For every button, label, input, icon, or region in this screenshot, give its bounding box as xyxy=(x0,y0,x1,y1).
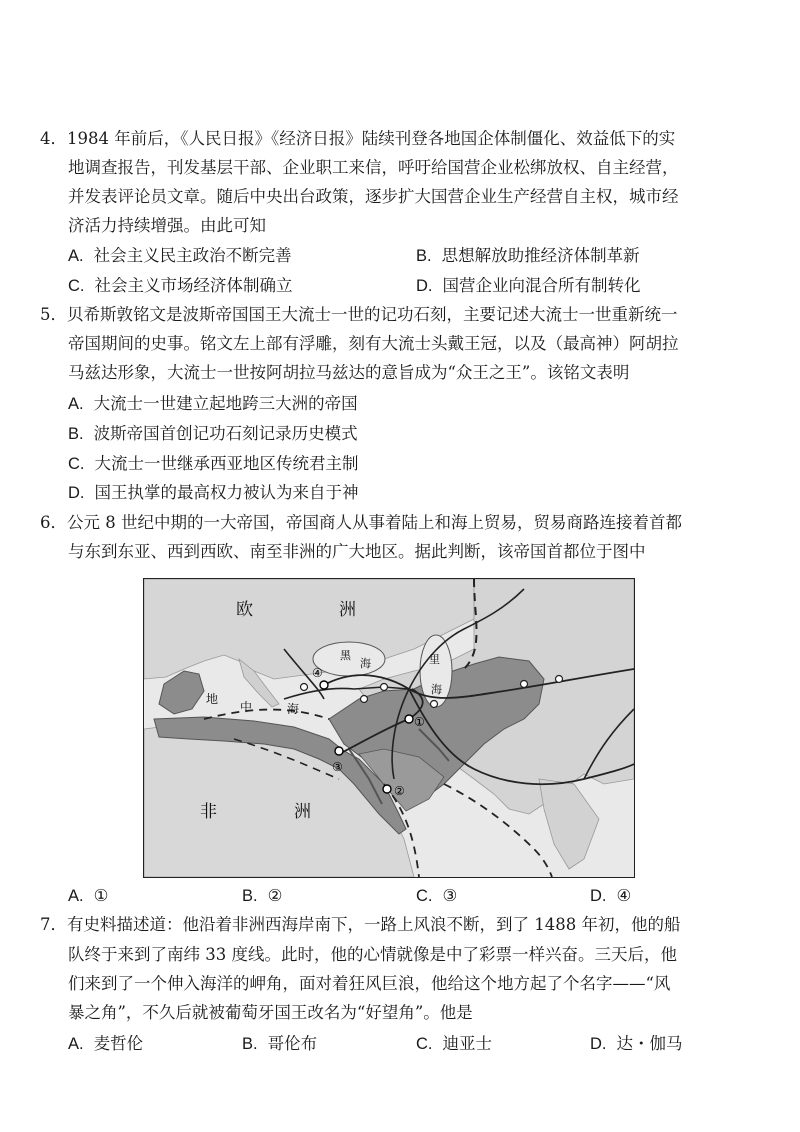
option-text: 迪亚士 xyxy=(442,1034,492,1053)
option-letter: B. xyxy=(242,887,258,905)
option-text: 思想解放助推经济体制革新 xyxy=(441,246,640,265)
label-caspian-1: 里 xyxy=(429,653,440,666)
label-africa-2: 洲 xyxy=(294,802,311,822)
question-7-option-b[interactable] xyxy=(242,1033,317,1055)
question-5-option-d[interactable] xyxy=(68,482,359,504)
question-6-line-2: 与东到东亚、西到西欧、南至非洲的广大地区。据此判断，该帝国首都位于图中 xyxy=(68,542,646,561)
question-6-option-c[interactable] xyxy=(416,885,457,907)
question-4-line-1: 4．1984 年前后，《人民日报》《经济日报》陆续刊登各地国企体制僵化、效益低下的实 xyxy=(40,129,676,148)
question-7-option-d[interactable] xyxy=(590,1033,683,1055)
option-letter: B. xyxy=(242,1035,258,1053)
option-text: 国王执掌的最高权力被认为来自于神 xyxy=(94,483,359,502)
option-letter: A. xyxy=(68,887,84,905)
option-text: ② xyxy=(267,886,283,905)
question-4-line-4: 济活力持续增强。由此可知 xyxy=(68,216,266,235)
route-node xyxy=(521,681,528,688)
question-5-line-3: 马兹达形象，大流士一世按阿胡拉马兹达的意旨成为“众王之王”。该铭文表明 xyxy=(68,363,630,382)
option-letter: D. xyxy=(416,277,433,295)
option-letter: C. xyxy=(416,1035,433,1053)
option-letter: C. xyxy=(416,887,433,905)
question-6-line-1: 6．公元 8 世纪中期的一大帝国，帝国商人从事着陆上和海上贸易，贸易商路连接着首都 xyxy=(40,513,682,532)
option-text: 大流士一世继承西亚地区传统君主制 xyxy=(94,454,359,473)
route-node xyxy=(381,684,388,691)
label-europe-1: 欧 xyxy=(236,600,253,620)
route-node xyxy=(556,676,563,683)
question-4-option-a[interactable] xyxy=(68,245,292,267)
marker-3-point xyxy=(335,747,343,755)
option-letter: B. xyxy=(416,247,432,265)
label-med-2: 中 xyxy=(240,700,253,714)
marker-1-point xyxy=(405,715,413,723)
question-5-line-1: 5．贝希斯敦铭文是波斯帝国国王大流士一世的记功石刻，主要记述大流士一世重新统一 xyxy=(40,305,678,324)
option-text: 大流士一世建立起地跨三大洲的帝国 xyxy=(93,394,358,413)
question-7-line-4: 暴之角”，不久后就被葡萄牙国王改名为“好望角”。他是 xyxy=(68,1003,473,1022)
label-med-3: 海 xyxy=(287,702,300,716)
label-black-2: 海 xyxy=(360,657,371,670)
option-letter: C. xyxy=(68,277,85,295)
marker-4-label: ④ xyxy=(312,666,323,680)
option-text: 波斯帝国首创记功石刻记录历史模式 xyxy=(93,424,358,443)
option-letter: A. xyxy=(68,247,84,265)
route-node xyxy=(431,701,438,708)
trade-route-map xyxy=(143,578,635,878)
label-black-1: 黑 xyxy=(340,649,351,662)
map-svg xyxy=(144,579,634,877)
option-text: 社会主义市场经济体制确立 xyxy=(94,276,293,295)
option-letter: D. xyxy=(68,484,85,502)
option-text: ④ xyxy=(616,886,632,905)
option-letter: A. xyxy=(68,395,84,413)
question-4-option-b[interactable] xyxy=(416,245,640,267)
option-letter: B. xyxy=(68,425,84,443)
option-text: ① xyxy=(93,886,109,905)
marker-2-point xyxy=(383,785,391,793)
question-5-line-2: 帝国期间的史事。铭文左上部有浮雕，刻有大流士头戴王冠，以及（最高神）阿胡拉 xyxy=(68,334,679,353)
option-letter: D. xyxy=(590,1035,607,1053)
question-4-option-c[interactable] xyxy=(68,275,293,297)
option-letter: D. xyxy=(590,887,607,905)
option-text: 社会主义民主政治不断完善 xyxy=(93,246,292,265)
marker-1-label: ① xyxy=(414,715,425,729)
marker-3-label: ③ xyxy=(332,760,343,774)
option-letter: A. xyxy=(68,1035,84,1053)
label-africa-1: 非 xyxy=(200,802,217,822)
option-text: 达・伽马 xyxy=(616,1034,683,1053)
question-7-line-2: 队终于来到了南纬 33 度线。此时，他的心情就像是中了彩票一样兴奋。三天后，他 xyxy=(68,945,677,964)
question-4-line-2: 地调查报告，刊发基层干部、企业职工来信，呼吁给国营企业松绑放权、自主经营， xyxy=(68,158,679,177)
label-europe-2: 洲 xyxy=(339,600,356,620)
option-text: 国营企业向混合所有制转化 xyxy=(442,276,641,295)
route-node xyxy=(301,684,308,691)
marker-2-label: ② xyxy=(394,784,405,798)
route-node xyxy=(361,696,368,703)
question-5-option-c[interactable] xyxy=(68,453,359,475)
question-6-option-b[interactable] xyxy=(242,885,282,907)
question-5-option-a[interactable] xyxy=(68,393,358,415)
question-6-option-a[interactable] xyxy=(68,885,108,907)
question-7-option-c[interactable] xyxy=(416,1033,492,1055)
question-5-option-b[interactable] xyxy=(68,423,358,445)
label-med-1: 地 xyxy=(206,692,219,706)
question-6-option-d[interactable] xyxy=(590,885,631,907)
question-7-option-a[interactable] xyxy=(68,1033,143,1055)
option-text: 麦哲伦 xyxy=(93,1034,144,1053)
option-text: 哥伦布 xyxy=(267,1034,318,1053)
option-letter: C. xyxy=(68,455,85,473)
question-7-line-3: 们来到了一个伸入海洋的岬角，面对着狂风巨浪，他给这个地方起了个名字——“风 xyxy=(68,974,671,993)
question-7-line-1: 7．有史料描述道：他沿着非洲西海岸南下，一路上风浪不断，到了 1488 年初，他的船 xyxy=(40,915,681,934)
question-4-option-d[interactable] xyxy=(416,275,641,297)
label-caspian-2: 海 xyxy=(431,683,442,696)
marker-4-point xyxy=(320,681,328,689)
option-text: ③ xyxy=(442,886,458,905)
question-4-line-3: 并发表评论员文章。随后中央出台政策，逐步扩大国营企业生产经营自主权，城市经 xyxy=(68,187,679,206)
